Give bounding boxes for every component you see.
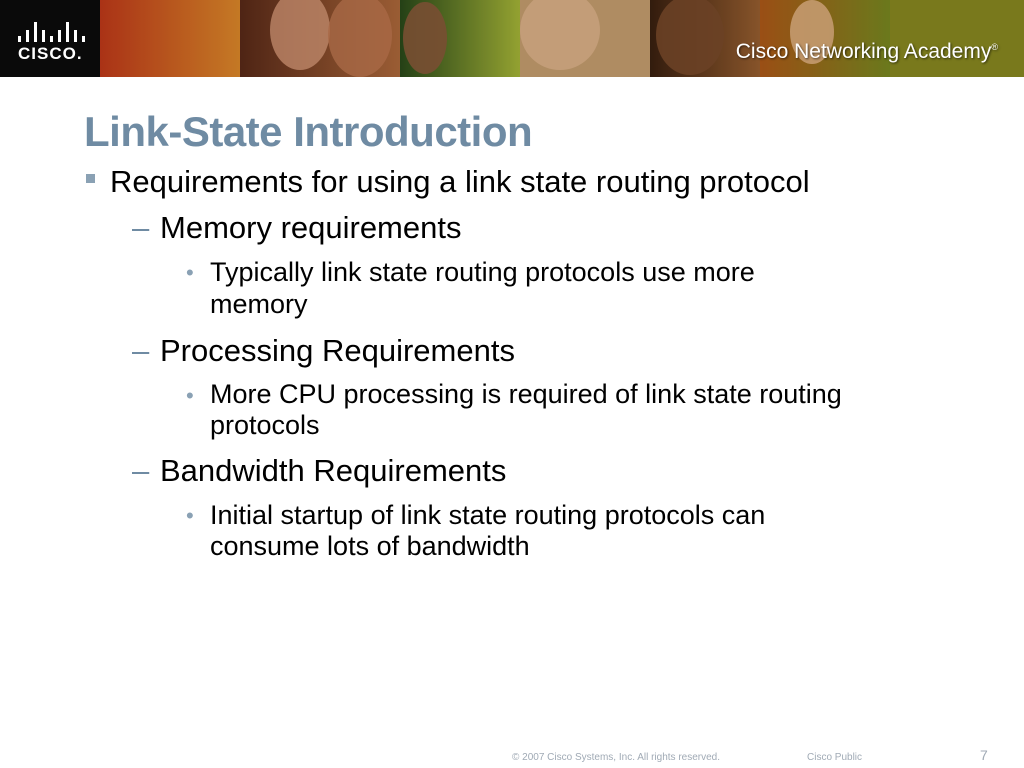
sub-heading: Processing Requirements [160,333,515,368]
sub-detail: memory [210,289,308,319]
dot-bullet-icon: • [186,383,194,408]
photo-collage [0,0,1024,77]
classification-label: Cisco Public [807,752,863,763]
dash-icon: – [132,453,150,488]
header-banner [0,0,1024,77]
slide-title: Link-State Introduction [84,108,533,155]
square-bullet-icon [86,174,95,183]
sub-detail: More CPU processing is required of link state routing [210,379,842,409]
academy-text: Cisco Networking Academy [735,40,992,63]
cisco-logo [0,0,100,77]
dash-icon: – [132,210,150,245]
academy-name [736,40,998,64]
sub-detail: Initial startup of link state routing protocols can [210,500,766,530]
page-number: 7 [980,747,988,763]
cisco-bars-icon [18,20,92,42]
dash-icon: – [132,333,150,368]
registered-mark: ® [991,42,998,52]
sub-detail: Typically link state routing protocols use more [210,257,755,287]
dot-bullet-icon: • [186,260,194,285]
dot-bullet-icon: • [186,503,194,528]
sub-detail: protocols [210,410,320,440]
sub-heading: Bandwidth Requirements [160,453,507,488]
main-bullet: Requirements for using a link state routing protocol [110,164,810,199]
cisco-wordmark: CISCO. [18,44,83,63]
sub-heading: Memory requirements [160,210,462,245]
sub-detail: consume lots of bandwidth [210,531,530,561]
copyright-notice: © 2007 Cisco Systems, Inc. All rights reserved. [512,752,721,763]
